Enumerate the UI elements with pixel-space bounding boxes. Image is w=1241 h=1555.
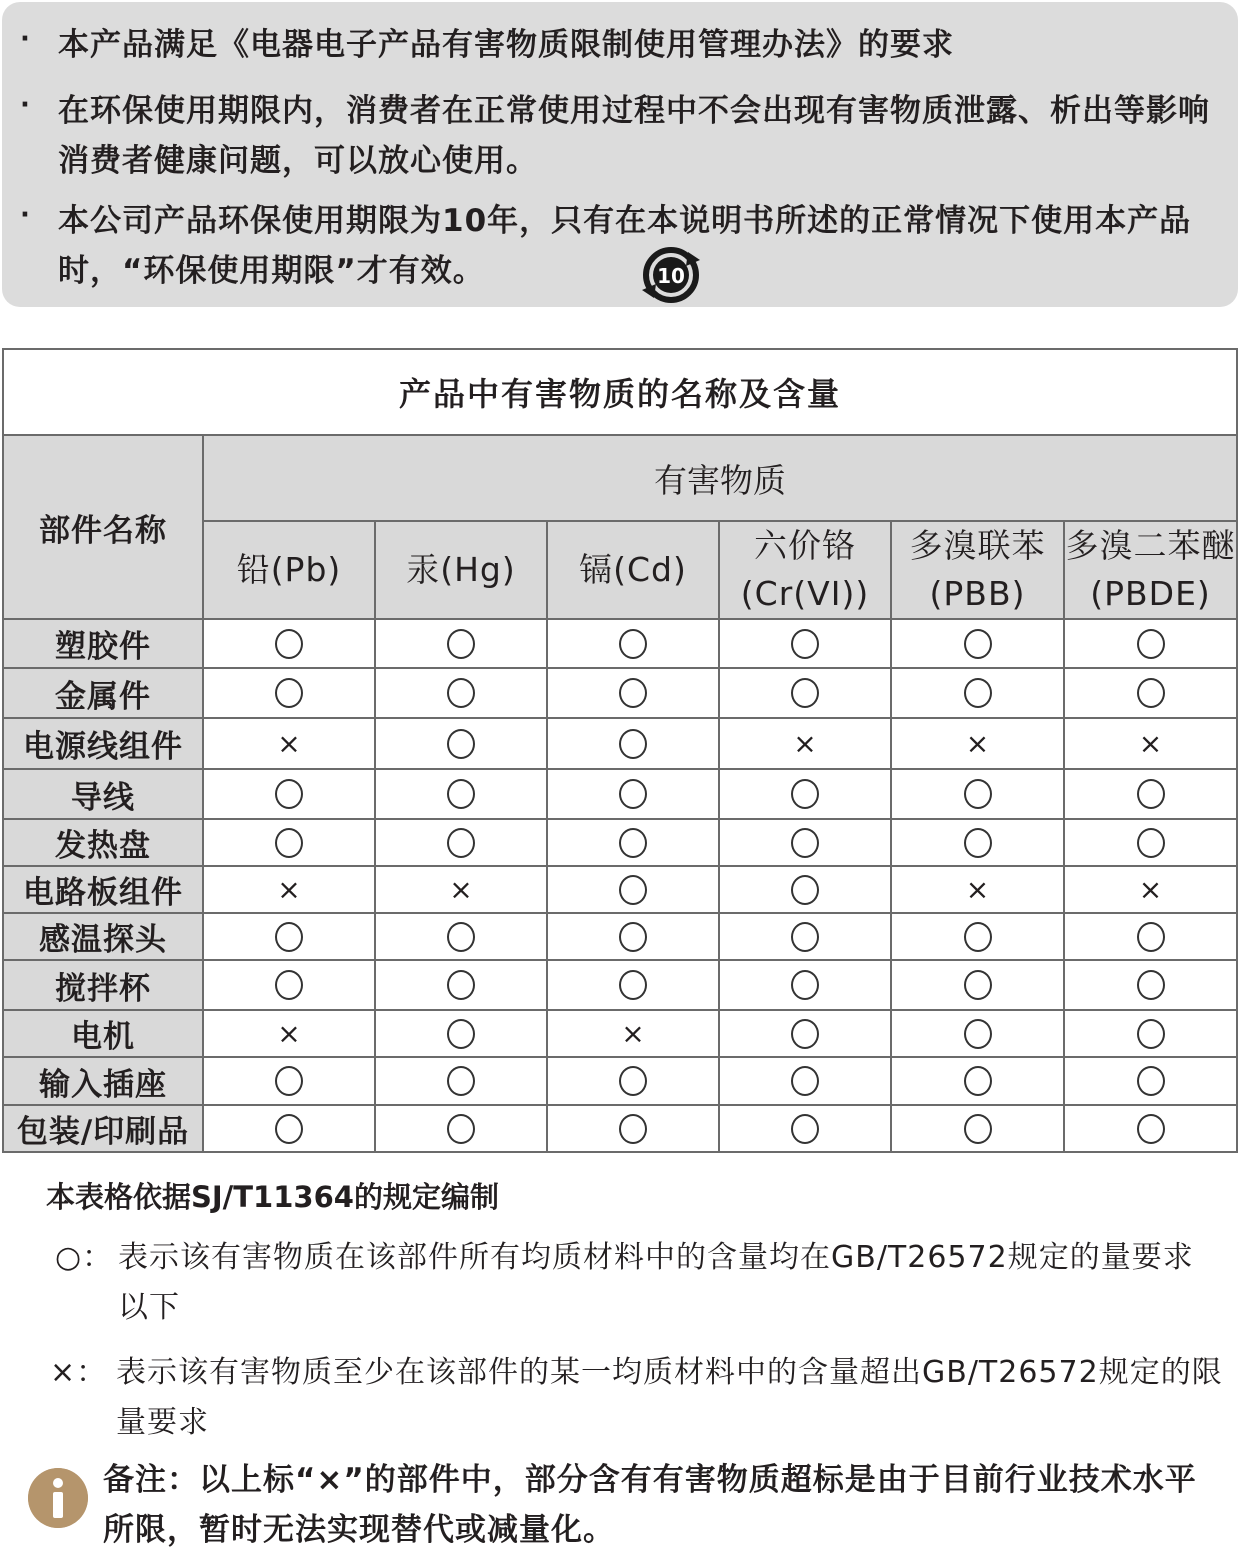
table-row xyxy=(3,1105,1237,1152)
compliant-circle-icon xyxy=(447,1019,475,1049)
exceeds-cross-mark: × xyxy=(277,1017,301,1050)
substance-group-header: 有害物质 xyxy=(203,435,1237,521)
compliant-circle-icon xyxy=(1137,1066,1165,1096)
compliant-circle-icon xyxy=(619,779,647,809)
table-cell xyxy=(891,960,1064,1010)
compliant-circle-icon xyxy=(447,922,475,952)
compliant-circle-icon xyxy=(275,678,303,708)
compliant-circle-icon xyxy=(964,1066,992,1096)
compliant-circle-icon xyxy=(619,729,647,759)
compliant-circle-icon xyxy=(791,922,819,952)
substance-name: 镉(Cd) xyxy=(579,550,687,589)
table-row xyxy=(3,718,1237,769)
part-name: 电路板组件 xyxy=(3,866,203,913)
substance-name: 六价铬 xyxy=(754,526,856,565)
table-cell xyxy=(375,619,547,668)
compliant-circle-icon xyxy=(791,678,819,708)
table-cell xyxy=(891,1010,1064,1057)
compliant-circle-icon xyxy=(619,629,647,659)
compliant-circle-icon xyxy=(964,1114,992,1144)
compliant-circle-icon xyxy=(619,1114,647,1144)
table-row xyxy=(3,913,1237,960)
table-cell xyxy=(547,1057,719,1105)
table-cell xyxy=(203,1010,375,1057)
compliant-circle-icon xyxy=(964,678,992,708)
table-cell xyxy=(375,1057,547,1105)
part-name: 输入插座 xyxy=(3,1057,203,1105)
compliant-circle-icon xyxy=(791,1066,819,1096)
table-cell xyxy=(375,718,547,769)
compliant-circle-icon xyxy=(791,875,819,905)
exceeds-cross-mark: × xyxy=(965,873,990,906)
compliant-circle-icon xyxy=(447,779,475,809)
substance-header xyxy=(719,521,891,619)
bullet: · xyxy=(20,24,30,54)
substance-name: 铅(Pb) xyxy=(236,550,342,589)
table-cell xyxy=(203,913,375,960)
table-cell xyxy=(1064,819,1237,866)
notice-item-2: 在环保使用期限内，消费者在正常使用过程中不会出现有害物质泄露、析出等影响消费者健康问题，可以放心使用。 xyxy=(58,93,1210,179)
table-cell xyxy=(375,668,547,718)
part-name: 感温探头 xyxy=(3,913,203,960)
compliant-circle-icon xyxy=(275,1066,303,1096)
table-cell xyxy=(891,913,1064,960)
compliant-circle-icon xyxy=(447,970,475,1000)
compliant-circle-icon xyxy=(791,828,819,858)
table-title: 产品中有害物质的名称及含量 xyxy=(3,349,1237,435)
substance-name: 多溴二苯醚 xyxy=(1065,526,1236,565)
table-cell xyxy=(203,819,375,866)
part-name: 电机 xyxy=(3,1010,203,1057)
table-row xyxy=(3,960,1237,1010)
table-cell xyxy=(719,866,891,913)
substance-symbol: (PBDE) xyxy=(1090,574,1211,613)
table-cell xyxy=(547,619,719,668)
compliant-circle-icon xyxy=(964,1019,992,1049)
table-cell xyxy=(719,668,891,718)
exceeds-cross-mark: × xyxy=(793,727,817,760)
table-cell xyxy=(1064,866,1237,913)
compliant-circle-icon xyxy=(1137,629,1165,659)
table-cell xyxy=(547,718,719,769)
exceeds-cross-mark: × xyxy=(621,1017,645,1050)
substance-header xyxy=(375,521,547,619)
compliant-circle-icon xyxy=(275,828,303,858)
table-row xyxy=(3,619,1237,668)
compliant-circle-icon xyxy=(275,922,303,952)
exceeds-cross-mark: × xyxy=(1138,727,1163,760)
table-cell xyxy=(891,769,1064,819)
compliant-circle-icon xyxy=(447,1114,475,1144)
remark-note: 备注：以上标“×”的部件中，部分含有有害物质超标是由于目前行业技术水平所限，暂时无法实现替代或减量化。 xyxy=(103,1462,1197,1548)
table-cell xyxy=(719,913,891,960)
table-cell xyxy=(375,819,547,866)
substance-header xyxy=(1064,521,1237,619)
exceeds-cross-mark: × xyxy=(1138,873,1163,906)
table-cell xyxy=(375,1105,547,1152)
compliant-circle-icon xyxy=(275,970,303,1000)
table-cell xyxy=(203,1105,375,1152)
compliant-circle-icon xyxy=(619,678,647,708)
table-cell xyxy=(891,668,1064,718)
compliant-circle-icon xyxy=(447,828,475,858)
table-cell xyxy=(375,866,547,913)
table-row xyxy=(3,769,1237,819)
table-cell xyxy=(375,913,547,960)
table-cell xyxy=(1064,913,1237,960)
table-cell xyxy=(719,1010,891,1057)
table-row xyxy=(3,819,1237,866)
substance-symbol: (Cr(VI)) xyxy=(740,574,870,613)
bullet: · xyxy=(20,200,30,230)
table-row xyxy=(3,1057,1237,1105)
compliant-circle-icon xyxy=(791,1019,819,1049)
substance-name: 多溴联苯 xyxy=(909,526,1046,565)
cross-legend-text: 表示该有害物质至少在该部件的某一均质材料中的含量超出GB/T26572规定的限量要求 xyxy=(116,1355,1223,1440)
compliant-circle-icon xyxy=(1137,922,1165,952)
compliant-circle-icon xyxy=(791,629,819,659)
table-row xyxy=(3,866,1237,913)
notice-box xyxy=(2,2,1238,307)
table-cell xyxy=(891,1105,1064,1152)
part-name: 金属件 xyxy=(3,668,203,718)
table-cell xyxy=(1064,1105,1237,1152)
part-name: 塑胶件 xyxy=(3,619,203,668)
exceeds-cross-mark: × xyxy=(277,873,301,906)
compliant-circle-icon xyxy=(619,970,647,1000)
table-cell xyxy=(203,668,375,718)
compliant-circle-icon xyxy=(1137,678,1165,708)
table-cell xyxy=(203,960,375,1010)
table-cell xyxy=(547,1010,719,1057)
table-cell xyxy=(375,1010,547,1057)
basis-note: 本表格依据SJ/T11364的规定编制 xyxy=(46,1180,499,1214)
exceeds-cross-mark: × xyxy=(449,873,473,906)
table-cell xyxy=(375,769,547,819)
cross-legend-mark: ×： xyxy=(50,1355,108,1390)
table-cell xyxy=(891,718,1064,769)
table-cell xyxy=(1064,1010,1237,1057)
table-cell xyxy=(1064,668,1237,718)
table-cell xyxy=(547,1105,719,1152)
table-cell xyxy=(891,1057,1064,1105)
compliant-circle-icon xyxy=(619,828,647,858)
part-name: 电源线组件 xyxy=(3,718,203,769)
circle-legend-text: 表示该有害物质在该部件所有均质材料中的含量均在GB/T26572规定的量要求以下 xyxy=(118,1240,1194,1325)
exceeds-cross-mark: × xyxy=(965,727,990,760)
table-cell xyxy=(891,819,1064,866)
table-row xyxy=(3,1010,1237,1057)
table-cell xyxy=(547,769,719,819)
compliant-circle-icon xyxy=(1137,779,1165,809)
notice-item-3: 本公司产品环保使用期限为10年，只有在本说明书所述的正常情况下使用本产品时，“环保使用期限”才有效。 xyxy=(58,203,1192,289)
compliant-circle-icon xyxy=(619,922,647,952)
table-cell xyxy=(891,866,1064,913)
table-cell xyxy=(375,960,547,1010)
compliant-circle-icon xyxy=(447,629,475,659)
table-cell xyxy=(203,619,375,668)
eco-period-10-icon xyxy=(642,246,700,304)
table-cell xyxy=(1064,960,1237,1010)
table-cell xyxy=(203,769,375,819)
hazardous-substance-table xyxy=(2,348,1238,1153)
table-cell xyxy=(719,718,891,769)
compliant-circle-icon xyxy=(275,1114,303,1144)
eco-period-label: 10 xyxy=(657,264,685,288)
substance-symbol: (PBB) xyxy=(929,574,1026,613)
substance-header xyxy=(891,521,1064,619)
table-cell xyxy=(547,960,719,1010)
bullet: · xyxy=(20,90,30,120)
info-icon xyxy=(28,1468,88,1528)
part-name: 包装/印刷品 xyxy=(3,1105,203,1152)
table-cell xyxy=(1064,619,1237,668)
part-name: 导线 xyxy=(3,769,203,819)
table-cell xyxy=(719,1057,891,1105)
substance-name: 汞(Hg) xyxy=(406,550,516,589)
compliant-circle-icon xyxy=(275,629,303,659)
table-cell xyxy=(891,619,1064,668)
table-row xyxy=(3,668,1237,718)
part-name: 发热盘 xyxy=(3,819,203,866)
table-cell xyxy=(719,819,891,866)
table-cell xyxy=(719,1105,891,1152)
substance-header xyxy=(203,521,375,619)
compliant-circle-icon xyxy=(964,922,992,952)
table-cell xyxy=(547,819,719,866)
table-cell xyxy=(1064,769,1237,819)
table-cell xyxy=(203,718,375,769)
compliant-circle-icon xyxy=(964,779,992,809)
compliant-circle-icon xyxy=(1137,1019,1165,1049)
compliant-circle-icon xyxy=(447,678,475,708)
table-cell xyxy=(203,1057,375,1105)
table-cell xyxy=(719,960,891,1010)
table-cell xyxy=(547,866,719,913)
notice-item-1: 本产品满足《电器电子产品有害物质限制使用管理办法》的要求 xyxy=(58,27,954,63)
exceeds-cross-mark: × xyxy=(277,727,301,760)
compliant-circle-icon xyxy=(791,779,819,809)
circle-legend-mark: ○： xyxy=(55,1240,114,1275)
table-cell xyxy=(719,619,891,668)
compliant-circle-icon xyxy=(1137,970,1165,1000)
part-name-header: 部件名称 xyxy=(3,435,203,619)
table-cell xyxy=(719,769,891,819)
compliant-circle-icon xyxy=(791,970,819,1000)
table-cell xyxy=(1064,718,1237,769)
compliant-circle-icon xyxy=(619,875,647,905)
compliant-circle-icon xyxy=(619,1066,647,1096)
part-name: 搅拌杯 xyxy=(3,960,203,1010)
compliant-circle-icon xyxy=(964,828,992,858)
compliant-circle-icon xyxy=(447,1066,475,1096)
table-cell xyxy=(203,866,375,913)
compliant-circle-icon xyxy=(964,970,992,1000)
compliant-circle-icon xyxy=(447,729,475,759)
compliant-circle-icon xyxy=(964,629,992,659)
compliant-circle-icon xyxy=(1137,828,1165,858)
table-cell xyxy=(547,913,719,960)
substance-header xyxy=(547,521,719,619)
table-cell xyxy=(1064,1057,1237,1105)
compliant-circle-icon xyxy=(791,1114,819,1144)
table-cell xyxy=(547,668,719,718)
compliant-circle-icon xyxy=(275,779,303,809)
compliant-circle-icon xyxy=(1137,1114,1165,1144)
